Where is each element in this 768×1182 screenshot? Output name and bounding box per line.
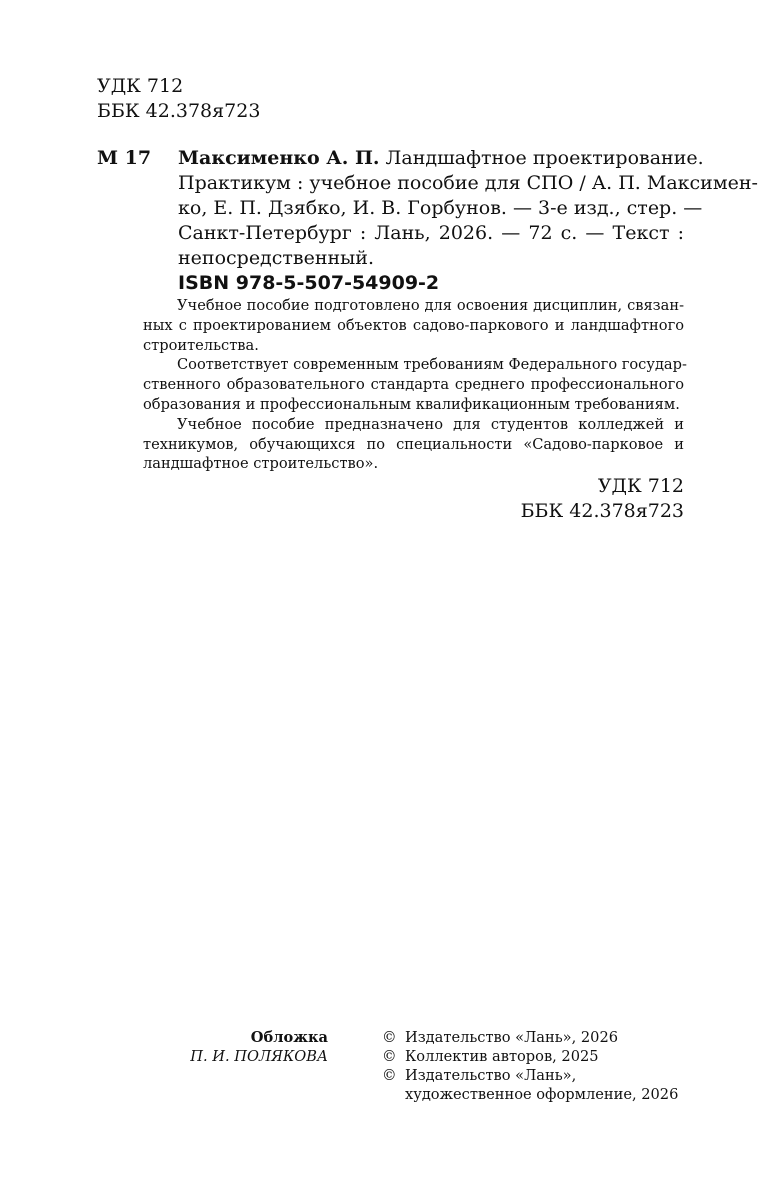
abstract (143, 296, 687, 474)
bibliographic-record (178, 146, 758, 271)
cover-credit (190, 1028, 328, 1066)
abstract-p2-line-1: Соответствует современным требованиям Федерального государ- (177, 356, 687, 374)
abstract-p1-line-1: Учебное пособие подготовлено для освоения дисциплин, связан- (177, 297, 684, 314)
author-lead: Максименко А. П. (178, 147, 380, 169)
copyright-text: Издательство «Лань», (405, 1067, 577, 1084)
isbn: ISBN 978-5-507-54909-2 (178, 272, 440, 294)
classification-bottom (521, 474, 684, 524)
copyright-row (382, 1028, 678, 1047)
biblio-line-2: Практикум : учебное пособие для СПО / А. П. Максимен- (178, 172, 758, 194)
copyright-row (382, 1047, 678, 1066)
abstract-p2-line-2: ственного образовательного стандарта среднего профессионального (143, 376, 684, 394)
biblio-line-4: Санкт-Петербург : Лань, 2026. — 72 с. — Текст : (178, 222, 684, 244)
copyright-icon: © (382, 1067, 397, 1084)
udk-code: УДК 712 (597, 475, 684, 497)
catalog-code: М 17 (97, 147, 152, 169)
classification-top (97, 74, 260, 124)
cover-designer-name: П. И. ПОЛЯКОВА (190, 1048, 328, 1065)
udk-code: УДК 712 (97, 75, 184, 97)
copyright-icon: © (382, 1048, 397, 1065)
cover-label: Обложка (250, 1029, 328, 1046)
biblio-line-5: непосредственный. (178, 247, 375, 269)
abstract-p2-line-3: образования и профессиональным квалификационным требованиям. (143, 395, 680, 413)
abstract-p1-line-2: ных с проектированием объектов садово-паркового и ландшафтного (143, 316, 684, 334)
title-text: Ландшафтное проектирование. (379, 147, 704, 169)
bbk-code: ББК 42.378я723 (520, 500, 684, 522)
copyright-text: Издательство «Лань», 2026 (405, 1029, 619, 1046)
copyright-row (382, 1066, 678, 1085)
biblio-line-3: ко, Е. П. Дзябко, И. В. Горбунов. — 3-е изд., стер. — (178, 197, 703, 219)
biblio-line-1 (178, 146, 704, 171)
copyright-block (382, 1028, 678, 1104)
copyright-text: художественное оформление, 2026 (405, 1086, 679, 1103)
copyright-row-continued (382, 1085, 678, 1104)
abstract-p3-line-3: ландшафтное строительство». (143, 455, 379, 473)
abstract-p1-line-3: строительства. (143, 336, 259, 354)
copyright-icon: © (382, 1029, 397, 1046)
copyright-text: Коллектив авторов, 2025 (405, 1048, 599, 1065)
abstract-p3-line-2: техникумов, обучающихся по специальности «Садово-парковое и (143, 435, 684, 453)
abstract-p3-line-1: Учебное пособие предназначено для студентов колледжей и (177, 415, 684, 433)
bbk-code: ББК 42.378я723 (97, 100, 261, 122)
